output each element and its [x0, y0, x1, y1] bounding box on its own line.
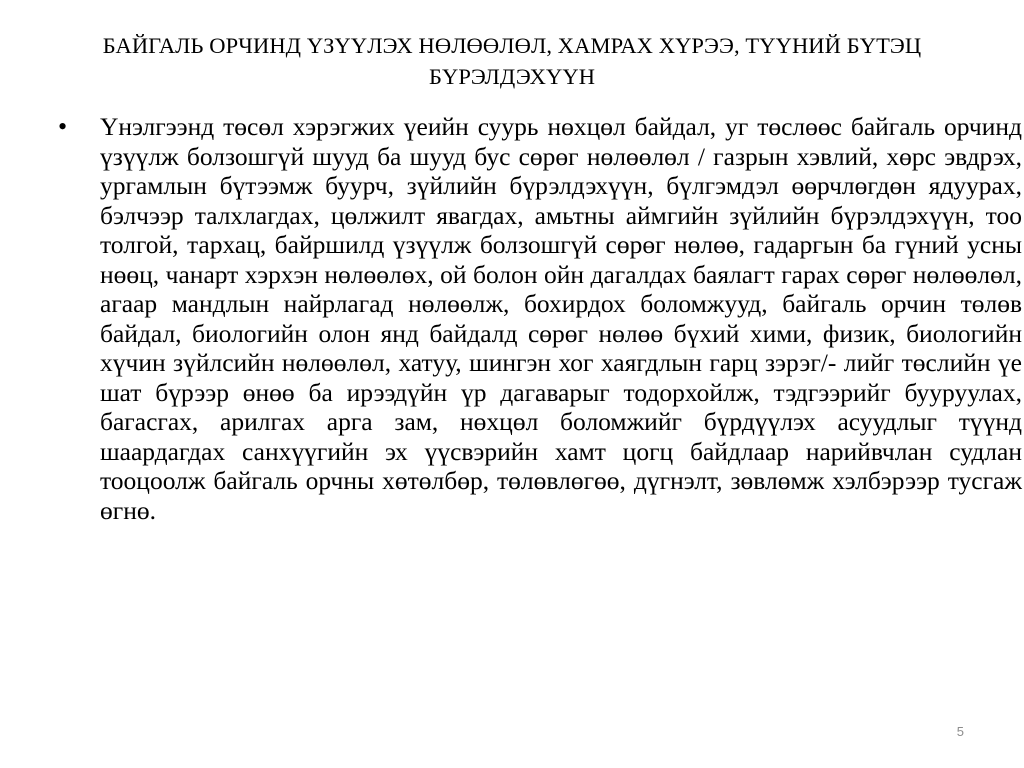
slide-page-number: 5: [956, 724, 964, 739]
slide-title: БАЙГАЛЬ ОРЧИНД ҮЗҮҮЛЭХ НӨЛӨӨЛӨЛ, ХАМРАХ ХҮРЭЭ, ТҮҮНИЙ БҮТЭЦ БҮРЭЛДЭХҮҮН: [102, 33, 922, 89]
bullet-point-icon: •: [58, 112, 68, 141]
bullet-paragraph: Үнэлгээнд төсөл хэрэгжих үеийн суурь нөхцөл байдал, уг төслөөс байгаль орчинд үзүүлж болзошгүй шууд ба шууд бус сөрөг нөлөөлөл / газрын хэвлий, хөрс эвдрэх, ургамлын бүтээмж буурч, зүйлийн бүрэлдэхүүн, бүлгэмдэл өөрчлөгдөн ядуурах, бэлчээр талхлагдах, цөлжилт явагдах, амьтны аймгийн зүйлийн бүрэлдэхүүн, тоо толгой, тархац, байршилд үзүүлж болзошгүй сөрөг нөлөө, гадаргын ба гүний усны нөөц, чанарт хэрхэн нөлөөлөх, ой болон ойн дагалдах баялагт гарах сөрөг нөлөөлөл, агаар мандлын найрлагад нөлөөлж, бохирдох боломжууд, байгаль орчин төлөв байдал, биологийн олон янд байдалд сөрөг нөлөө бүхий хими, физик, биологийн хүчин зүйлсийн нөлөөлөл, хатуу, шингэн хог хаягдлын гарц зэрэг/- лийг төслийн үе шат бүрээр өнөө ба ирээдүйн үр дагаварыг тодорхойлж, тэдгээрийг бууруулах, багасгах, арилгах арга зам, нөхцөл боломжийг бүрдүүлэх асуудлыг түүнд шаардагдах санхүүгийн эх үүсвэрийн хамт цогц байдлаар нарийвчлан судлан тооцоолж байгаль орчны хөтөлбөр, төлөвлөгөө, дүгнэлт, зөвлөмж хэлбэрээр тусгаж өгнө.: [100, 112, 1022, 525]
